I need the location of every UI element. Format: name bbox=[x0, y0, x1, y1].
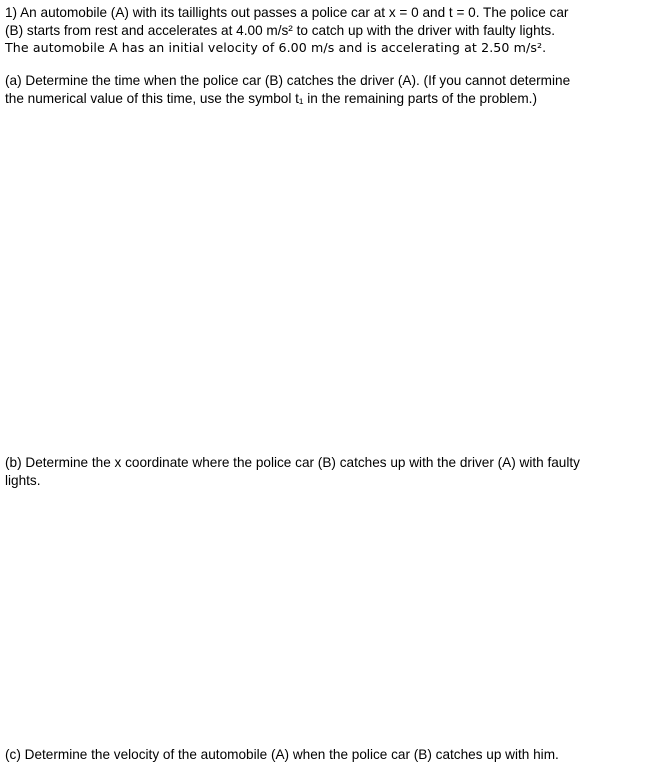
question-part-a bbox=[5, 72, 653, 107]
question-part-b-line: (b) Determine the x coordinate where the police car (B) catches up with the driver (A) with faulty bbox=[5, 455, 580, 470]
question-part-b bbox=[5, 454, 653, 489]
question-part-c bbox=[5, 746, 653, 764]
question-part-a-line: the numerical value of this time, use the symbol t₁ in the remaining parts of the problem.) bbox=[5, 90, 537, 106]
question-part-c-line: (c) Determine the velocity of the automobile (A) when the police car (B) catches up with him. bbox=[5, 747, 559, 762]
question-part-a-line: (a) Determine the time when the police car (B) catches the driver (A). (If you cannot determine bbox=[5, 73, 571, 88]
problem-statement-line: (B) starts from rest and accelerates at 4.00 m/s² to catch up with the driver with faulty lights. bbox=[5, 22, 556, 38]
problem-statement-line: The automobile A has an initial velocity of 6.00 m/s and is accelerating at 2.50 m/s². bbox=[5, 40, 547, 55]
question-part-b-line: lights. bbox=[5, 472, 41, 488]
problem-statement-line: 1) An automobile (A) with its taillights out passes a police car at x = 0 and t = 0. The police car bbox=[5, 5, 569, 20]
problem-statement bbox=[5, 4, 653, 57]
